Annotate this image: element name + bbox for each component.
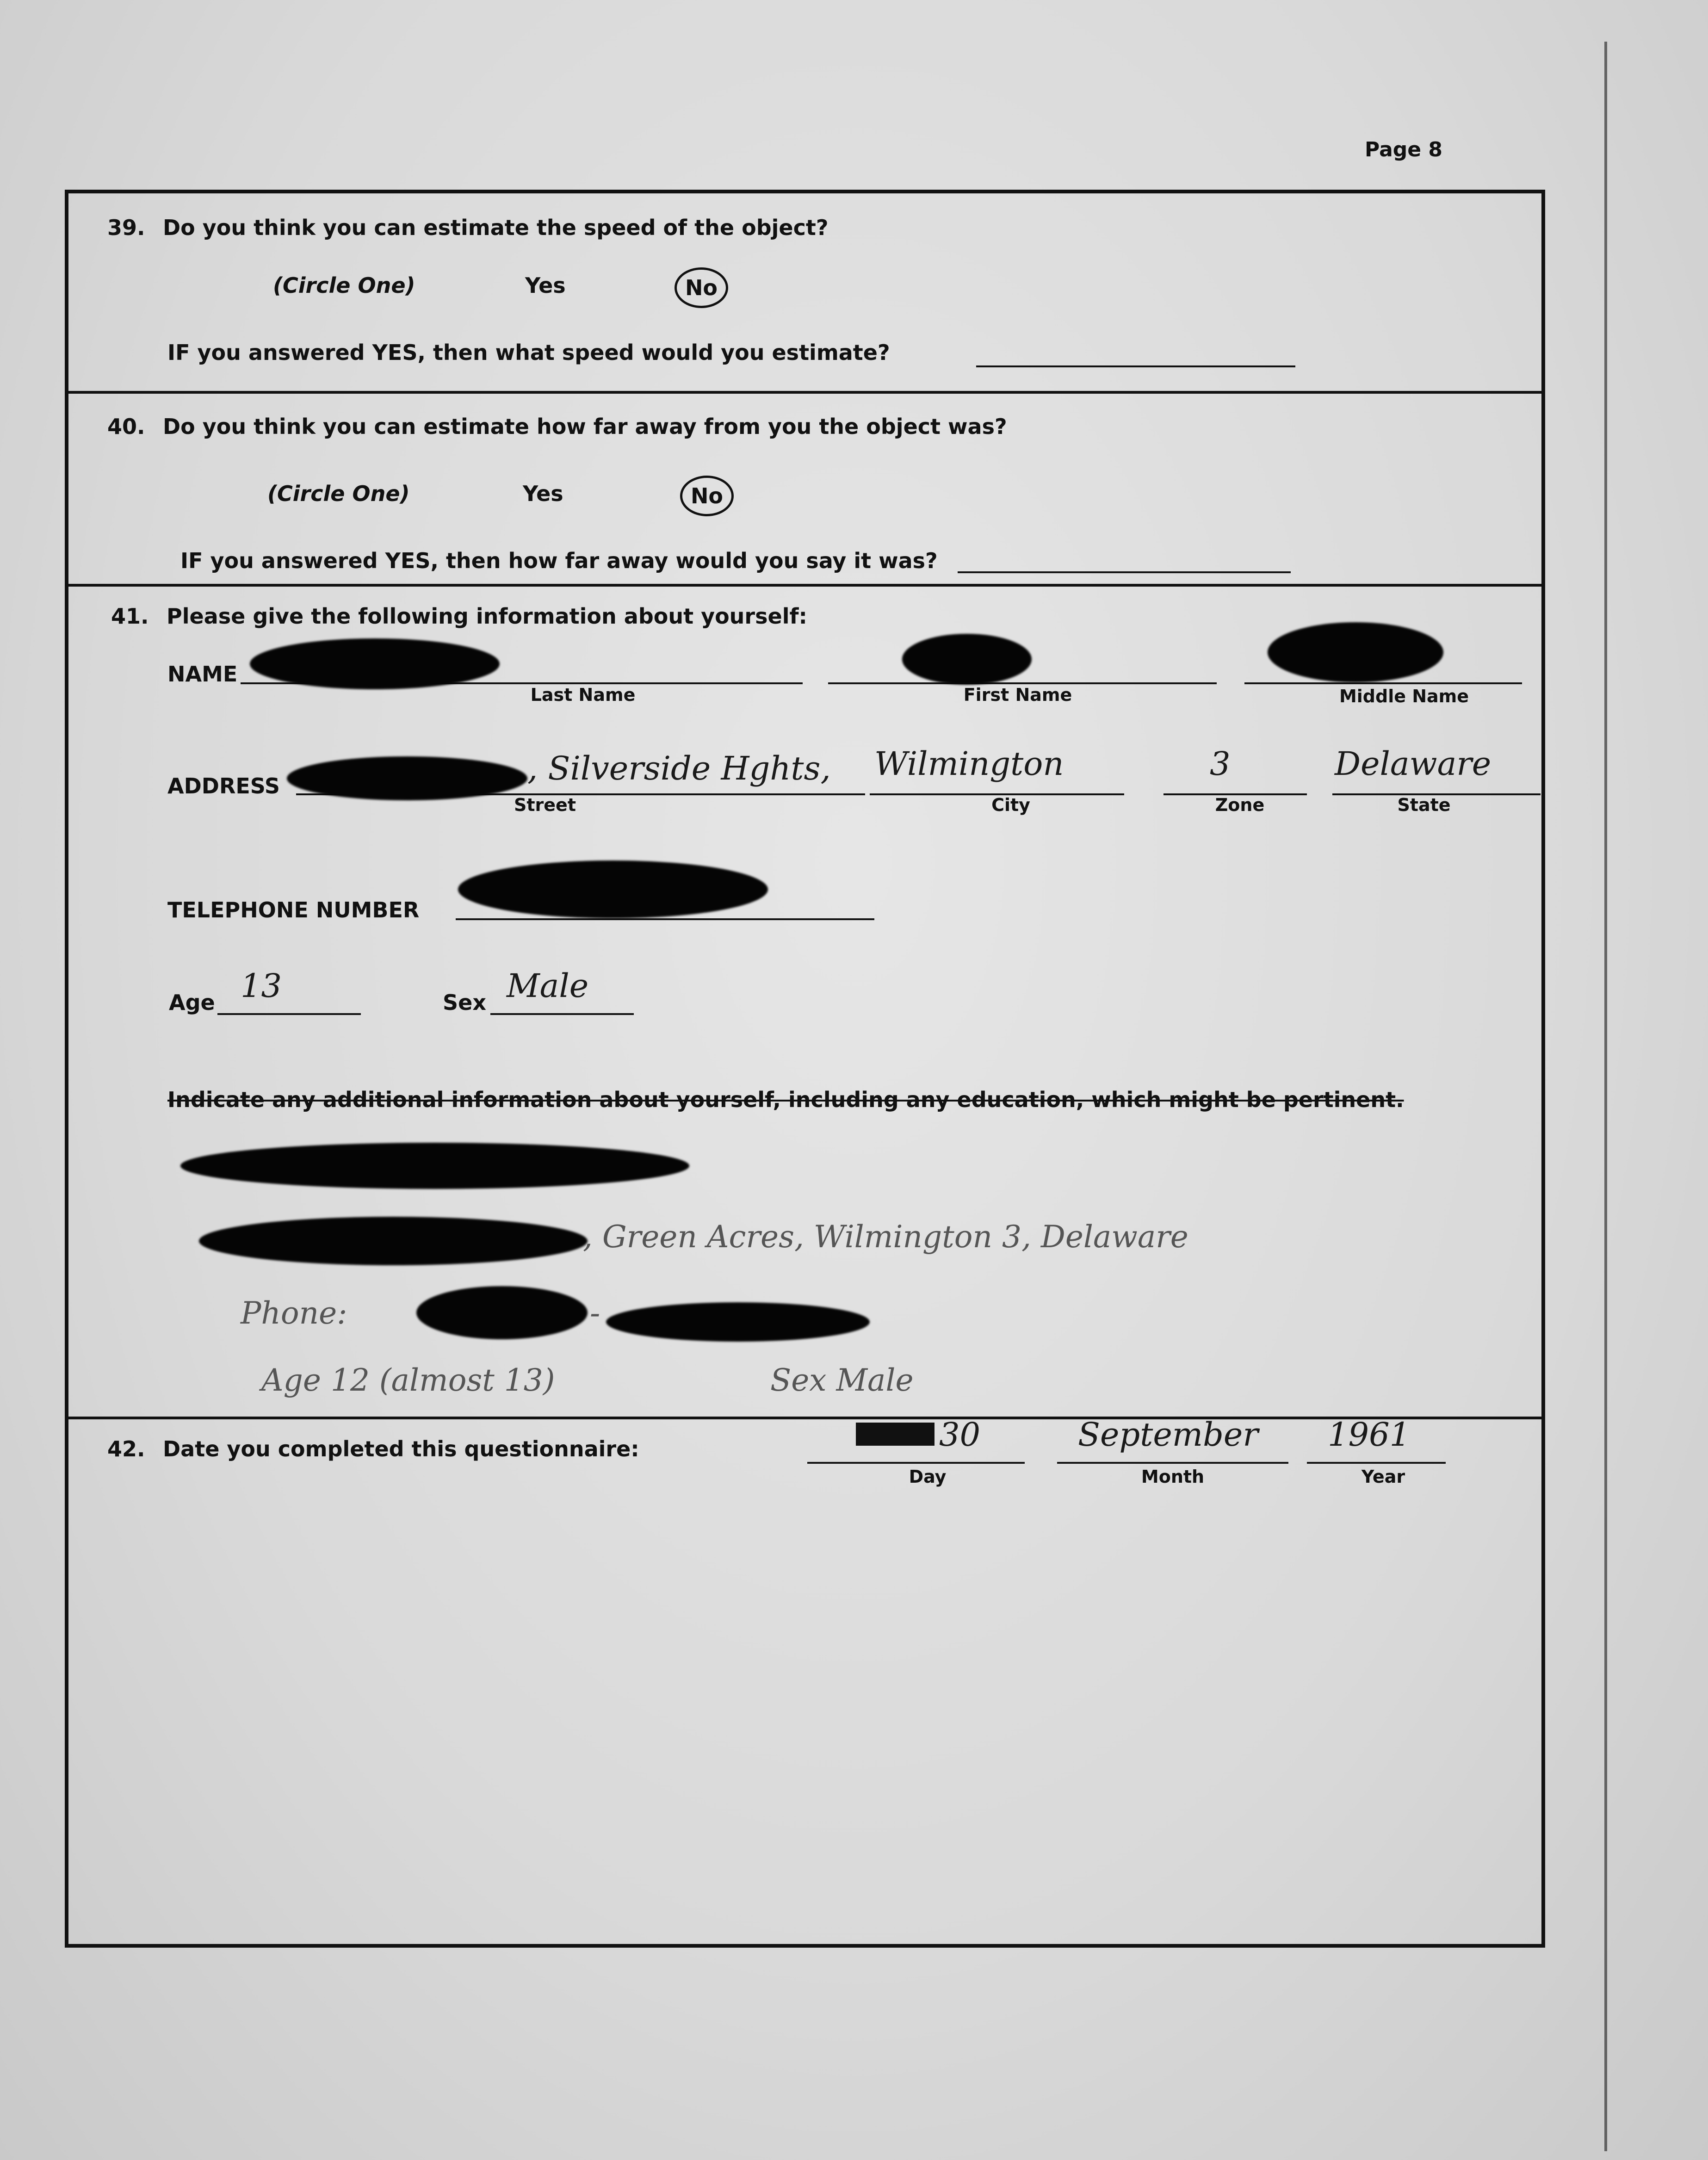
- street-caption: Street: [514, 795, 576, 815]
- year-caption: Year: [1361, 1467, 1405, 1487]
- sex-value: Male: [507, 967, 589, 1005]
- last-name-caption: Last Name: [530, 685, 636, 705]
- q39-no-option-circled[interactable]: No: [675, 267, 728, 308]
- age-line[interactable]: [217, 1013, 361, 1015]
- date-month-value: September: [1078, 1416, 1258, 1454]
- redaction-additional-line2: [199, 1217, 588, 1265]
- month-line[interactable]: [1057, 1462, 1288, 1464]
- date-day-value: 30: [939, 1416, 981, 1454]
- address-city-value: Wilmington: [874, 745, 1064, 783]
- q40-yes-option[interactable]: Yes: [523, 481, 563, 506]
- q39-text: Do you think you can estimate the speed of the object?: [163, 215, 829, 240]
- additional-age-text: Age 12 (almost 13): [261, 1362, 555, 1398]
- date-year-value: 1961: [1328, 1416, 1411, 1454]
- additional-sex-text: Sex Male: [770, 1362, 914, 1398]
- q42-text: Date you completed this questionnaire:: [163, 1436, 639, 1461]
- redaction-street-number: [287, 756, 527, 800]
- redaction-telephone: [458, 860, 768, 918]
- address-label: ADDRESS: [167, 774, 280, 798]
- redaction-additional-phone-2: [606, 1302, 870, 1342]
- first-name-caption: First Name: [963, 685, 1072, 705]
- additional-phone-dash: -: [590, 1295, 600, 1331]
- divider-40-41: [65, 584, 1545, 587]
- address-state-value: Delaware: [1335, 745, 1491, 783]
- redaction-last-name: [250, 638, 500, 689]
- age-value: 13: [241, 967, 282, 1005]
- q39-circle-one: (Circle One): [273, 273, 415, 298]
- q40-followup: IF you answered YES, then how far away would you say it was?: [180, 548, 938, 573]
- zone-caption: Zone: [1215, 795, 1265, 815]
- q39-number: 39.: [107, 215, 145, 240]
- page-number: Page 8: [1365, 138, 1443, 161]
- scribble-icon: [856, 1418, 934, 1450]
- additional-address-text: , Green Acres, Wilmington 3, Delaware: [583, 1219, 1188, 1255]
- additional-phone-label: Phone:: [241, 1295, 347, 1331]
- name-label: NAME: [167, 662, 238, 687]
- city-caption: City: [991, 795, 1030, 815]
- telephone-label: TELEPHONE NUMBER: [167, 897, 420, 922]
- day-caption: Day: [909, 1467, 947, 1487]
- sex-line[interactable]: [490, 1013, 634, 1015]
- q39-yes-option[interactable]: Yes: [525, 273, 566, 298]
- q42-question: [107, 1436, 639, 1461]
- q39-followup: IF you answered YES, then what speed would you estimate?: [167, 340, 890, 365]
- q41-question: [111, 604, 807, 629]
- q42-number: 42.: [107, 1436, 145, 1461]
- redaction-middle-name: [1268, 622, 1443, 682]
- q40-text: Do you think you can estimate how far away from you the object was?: [163, 414, 1007, 439]
- sex-label: Sex: [443, 990, 486, 1015]
- telephone-line[interactable]: [456, 918, 874, 920]
- q40-no-option-circled[interactable]: No: [680, 476, 734, 516]
- address-street-value: , Silverside Hghts,: [527, 749, 831, 787]
- address-zone-value: 3: [1210, 745, 1231, 783]
- first-name-line[interactable]: [828, 682, 1217, 684]
- additional-info-prompt: Indicate any additional information about yourself, including any education, which might be pertinent.: [167, 1087, 1404, 1112]
- q40-question: [107, 414, 1007, 439]
- q39-question: [107, 215, 829, 240]
- q41-number: 41.: [111, 604, 149, 629]
- q41-text: Please give the following information about yourself:: [167, 604, 807, 629]
- form-border: [65, 190, 1545, 1948]
- month-caption: Month: [1141, 1467, 1205, 1487]
- middle-name-caption: Middle Name: [1339, 686, 1469, 706]
- page-edge: [1604, 42, 1607, 2151]
- state-caption: State: [1397, 795, 1451, 815]
- q39-speed-line[interactable]: [976, 365, 1295, 367]
- q40-circle-one: (Circle One): [267, 481, 410, 506]
- redaction-first-name: [902, 634, 1032, 685]
- divider-41-42: [65, 1417, 1545, 1419]
- day-line[interactable]: [807, 1462, 1025, 1464]
- q40-distance-line[interactable]: [958, 571, 1291, 573]
- divider-39-40: [65, 391, 1545, 394]
- redaction-additional-line1: [180, 1143, 689, 1189]
- year-line[interactable]: [1307, 1462, 1446, 1464]
- middle-name-line[interactable]: [1244, 682, 1522, 684]
- date-day-strikethrough: [856, 1418, 934, 1458]
- q40-number: 40.: [107, 414, 145, 439]
- redaction-additional-phone-1: [416, 1286, 588, 1339]
- age-label: Age: [169, 990, 215, 1015]
